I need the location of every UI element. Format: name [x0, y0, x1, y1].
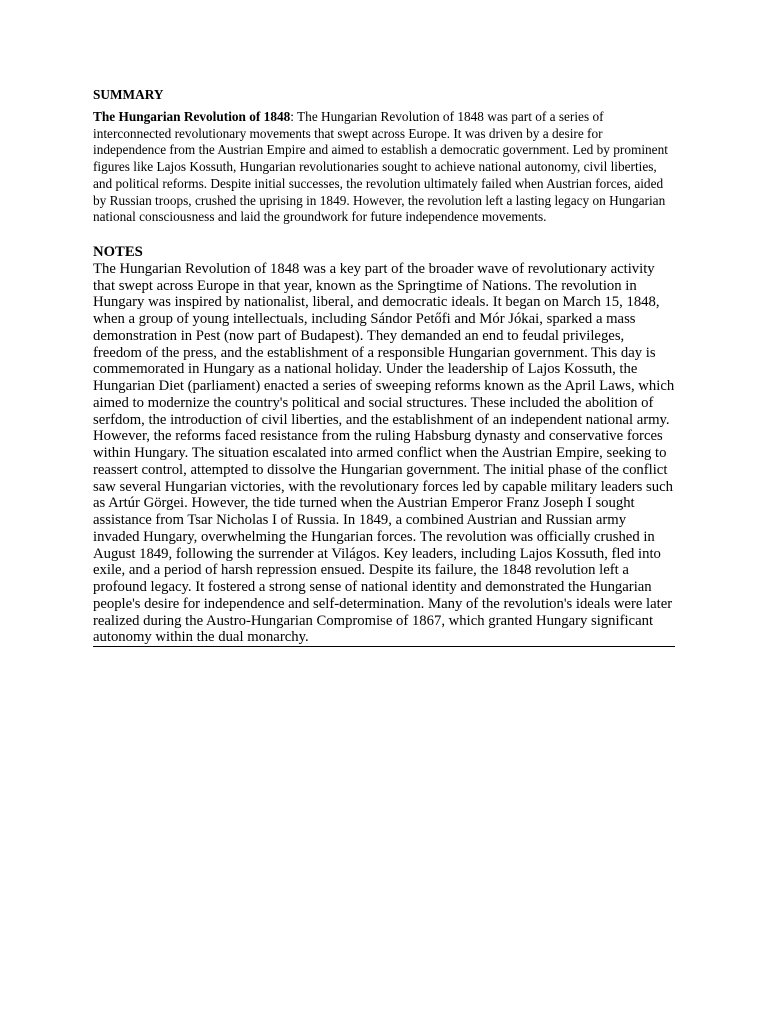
notes-heading: NOTES: [93, 243, 143, 260]
summary-paragraph: [93, 109, 677, 226]
document-page: [93, 87, 677, 647]
summary-text: The Hungarian Revolution of 1848 was part of a series of interconnected revolutionary movements that swept across Europe. It was driven by a desire for independence from the Austrian Empire and aimed to establish a democratic government. Led by prominent figures like Lajos Kossuth, Hungarian revolutionaries sought to achieve national autonomy, civil liberties, and political reforms. Despite initial successes, the revolution ultimately failed when Austrian forces, aided by Russian troops, crushed the uprising in 1849. However, the revolution left a lasting legacy on Hungarian national consciousness and laid the groundwork for future independence movements.: [93, 109, 668, 225]
summary-lead-title: The Hungarian Revolution of 1848: [93, 109, 291, 124]
notes-paragraph: The Hungarian Revolution of 1848 was a key part of the broader wave of revolutionary activity that swept across Europe in that year, known as the Springtime of Nations. The revolution in Hungary was inspired by nationalist, liberal, and democratic ideals. It began on March 15, 1848, when a group of young intellectuals, including Sándor Petőfi and Mór Jókai, sparked a mass demonstration in Pest (now part of Budapest). They demanded an end to feudal privileges, freedom of the press, and the establishment of a responsible Hungarian government. This day is commemorated in Hungary as a national holiday. Under the leadership of Lajos Kossuth, the Hungarian Diet (parliament) enacted a series of sweeping reforms known as the April Laws, which aimed to modernize the country's political and social structures. These included the abolition of serfdom, the introduction of civil liberties, and the establishment of an independent national army. However, the reforms faced resistance from the ruling Habsburg dynasty and conservative forces within Hungary. The situation escalated into armed conflict when the Austrian Empire, seeking to reassert control, attempted to dissolve the Hungarian government. The initial phase of the conflict saw several Hungarian victories, with the revolutionary forces led by capable military leaders such as Artúr Görgei. However, the tide turned when the Austrian Emperor Franz Joseph I sought assistance from Tsar Nicholas I of Russia. In 1849, a combined Austrian and Russian army invaded Hungary, overwhelming the Hungarian forces. The revolution was officially crushed in August 1849, following the surrender at Világos. Key leaders, including Lajos Kossuth, fled into exile, and a period of harsh repression ensued. Despite its failure, the 1848 revolution left a profound legacy. It fostered a strong sense of national identity and demonstrated the Hungarian people's desire for independence and self-determination. Many of the revolution's ideals were later realized during the Austro-Hungarian Compromise of 1867, which granted Hungary significant autonomy within the dual monarchy.: [93, 260, 675, 646]
summary-lead-colon: :: [290, 109, 294, 124]
summary-heading: SUMMARY: [93, 87, 164, 102]
